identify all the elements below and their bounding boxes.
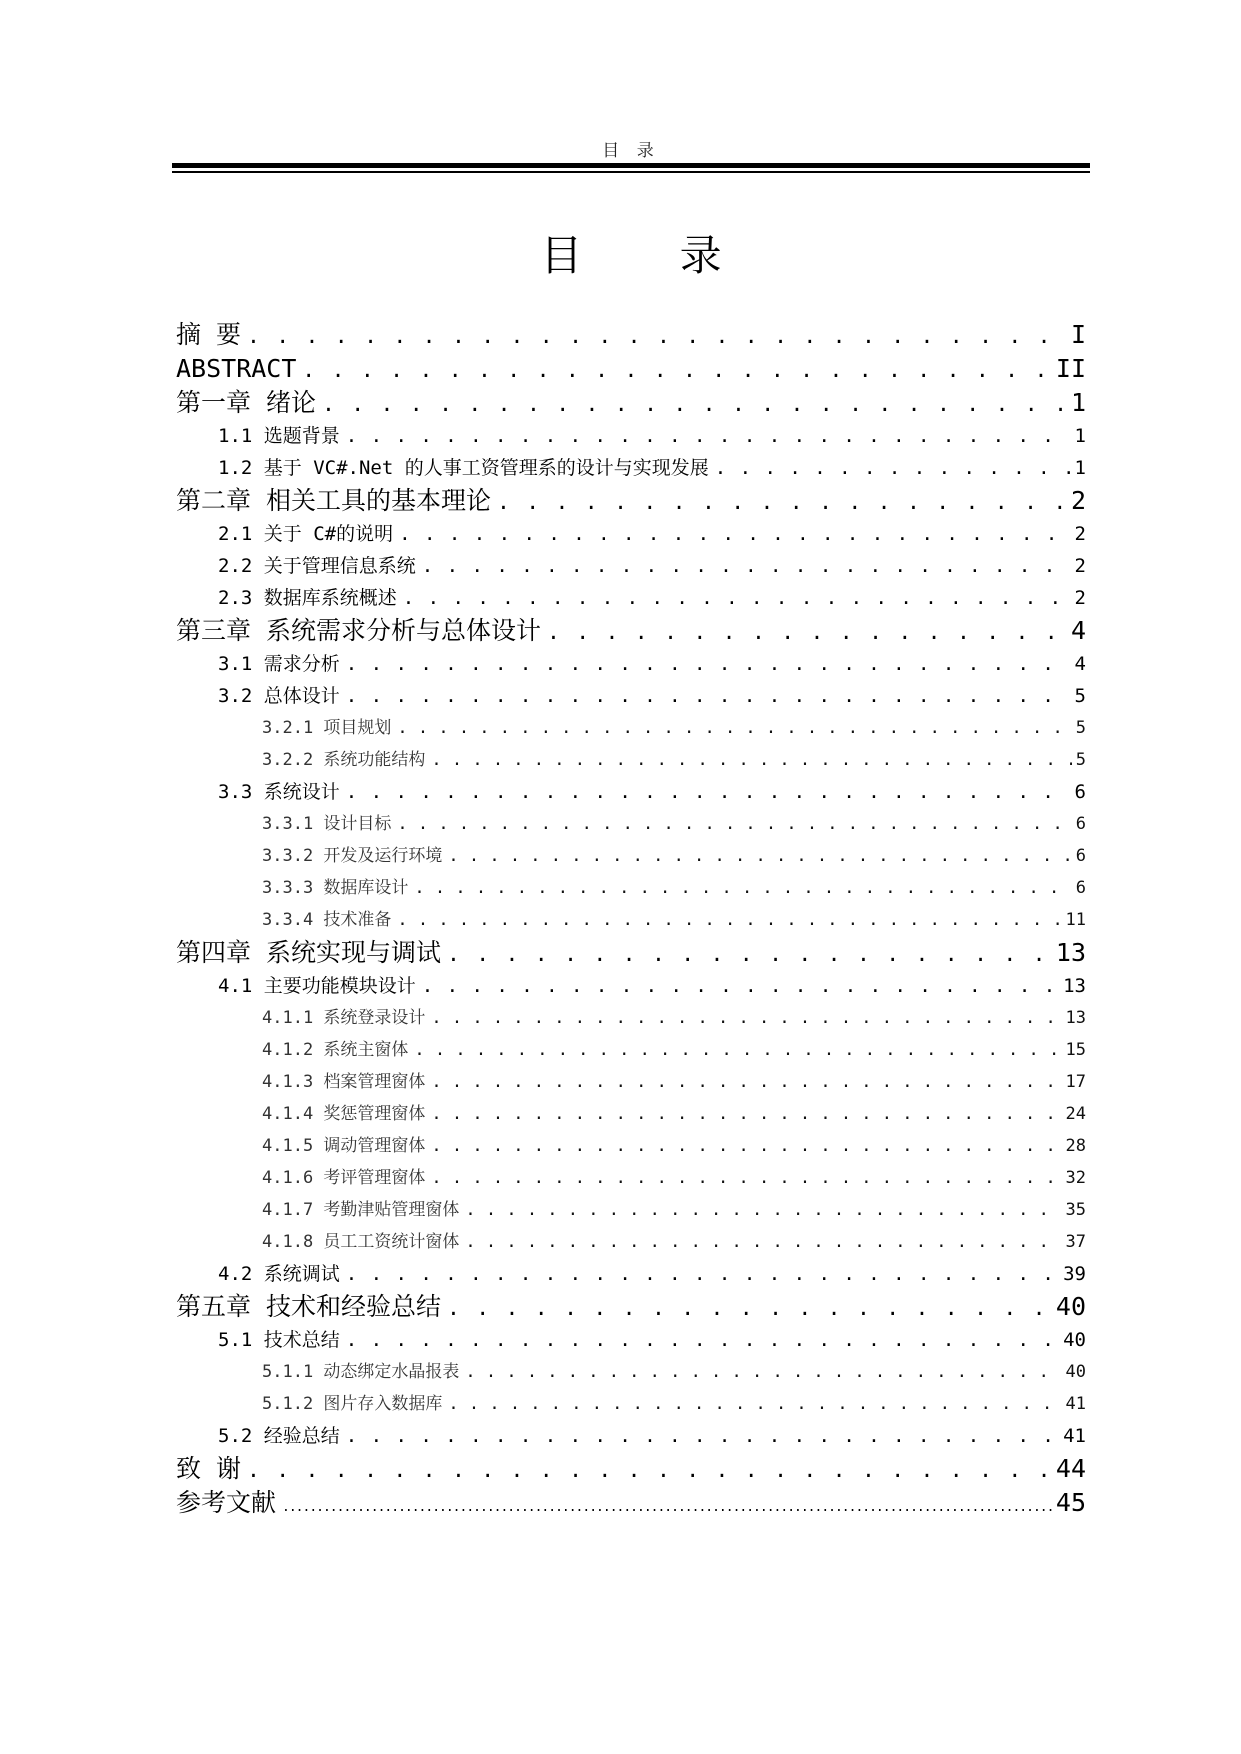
toc-entry-page-number: 5 bbox=[1075, 750, 1086, 770]
toc-dot-leader bbox=[414, 1034, 1061, 1066]
toc-entry-level3[interactable] bbox=[176, 808, 1086, 840]
toc-entry-level3[interactable] bbox=[176, 1194, 1086, 1226]
toc-entry-page-number: 17 bbox=[1065, 1072, 1086, 1092]
toc-dot-leader bbox=[346, 1258, 1059, 1290]
toc-entry-level2[interactable] bbox=[176, 776, 1086, 808]
toc-entry-page-number: 2 bbox=[1074, 555, 1086, 577]
toc-dot-leader bbox=[346, 680, 1071, 712]
header-rule-thin bbox=[172, 171, 1090, 173]
toc-entry-label: 4.1 主要功能模块设计 bbox=[218, 975, 416, 997]
toc-entry-level3[interactable] bbox=[176, 840, 1086, 872]
toc-entry-page-number: 2 bbox=[1074, 587, 1086, 609]
toc-entry-label: 参考文献 bbox=[176, 1488, 277, 1517]
toc-entry-page-number: 39 bbox=[1063, 1263, 1086, 1285]
toc-dot-leader bbox=[448, 1388, 1061, 1420]
toc-entry-level2[interactable] bbox=[176, 550, 1086, 582]
toc-entry-level3[interactable] bbox=[176, 1098, 1086, 1130]
toc-entry-page-number: I bbox=[1070, 320, 1086, 349]
toc-entry-level1[interactable] bbox=[176, 386, 1086, 420]
toc-entry-level2[interactable] bbox=[176, 1420, 1086, 1452]
toc-entry-page-number: 41 bbox=[1065, 1394, 1086, 1414]
toc-entry-label: 5.1 技术总结 bbox=[218, 1329, 340, 1351]
toc-dot-leader bbox=[431, 1098, 1061, 1130]
toc-entry-level1[interactable] bbox=[176, 352, 1086, 386]
toc-entry-label: 4.1.4 奖惩管理窗体 bbox=[262, 1104, 426, 1124]
toc-entry-page-number: 13 bbox=[1065, 1008, 1086, 1028]
toc-dot-leader bbox=[346, 776, 1071, 808]
toc-entry-label: 第五章 技术和经验总结 bbox=[176, 1292, 442, 1321]
toc-entry-level3[interactable] bbox=[176, 1388, 1086, 1420]
toc-dot-leader bbox=[302, 353, 1051, 387]
toc-entry-page-number: II bbox=[1055, 354, 1086, 383]
toc-entry-level1[interactable] bbox=[176, 1290, 1086, 1324]
toc-entry-label: 3.2 总体设计 bbox=[218, 685, 340, 707]
toc-entry-page-number: 6 bbox=[1074, 781, 1086, 803]
toc-entry-page-number: 5 bbox=[1074, 685, 1086, 707]
toc-entry-label: 4.1.3 档案管理窗体 bbox=[262, 1072, 426, 1092]
toc-entry-label: 3.2.2 系统功能结构 bbox=[262, 750, 426, 770]
toc-entry-page-number: 40 bbox=[1055, 1292, 1086, 1321]
toc-dot-leader bbox=[465, 1226, 1061, 1258]
toc-dot-leader bbox=[547, 615, 1067, 649]
toc-entry-level3[interactable] bbox=[176, 1356, 1086, 1388]
toc-entry-level2[interactable] bbox=[176, 582, 1086, 614]
toc-entry-label: 2.3 数据库系统概述 bbox=[218, 587, 397, 609]
toc-entry-label: 3.1 需求分析 bbox=[218, 653, 340, 675]
toc-entry-label: 4.1.7 考勤津贴管理窗体 bbox=[262, 1200, 460, 1220]
toc-entry-level3[interactable] bbox=[176, 1130, 1086, 1162]
toc-entry-page-number: 5 bbox=[1075, 718, 1086, 738]
table-of-contents bbox=[176, 318, 1086, 1520]
toc-entry-level1[interactable] bbox=[176, 614, 1086, 648]
toc-entry-level1[interactable] bbox=[176, 1452, 1086, 1486]
toc-entry-page-number: 4 bbox=[1070, 616, 1086, 645]
toc-dot-leader bbox=[431, 1130, 1061, 1162]
toc-entry-page-number: 40 bbox=[1065, 1362, 1086, 1382]
toc-dot-leader bbox=[247, 319, 1067, 353]
toc-dot-leader bbox=[431, 744, 1071, 776]
toc-entry-page-number: 13 bbox=[1055, 938, 1086, 967]
toc-entry-label: 3.3.4 技术准备 bbox=[262, 910, 392, 930]
toc-entry-label: 3.3.1 设计目标 bbox=[262, 814, 392, 834]
toc-entry-page-number: 1 bbox=[1074, 457, 1086, 479]
toc-dot-leader bbox=[346, 420, 1071, 452]
toc-entry-label: 4.2 系统调试 bbox=[218, 1263, 340, 1285]
toc-dot-leader bbox=[465, 1356, 1061, 1388]
toc-entry-page-number: 32 bbox=[1065, 1168, 1086, 1188]
toc-entry-page-number: 35 bbox=[1065, 1200, 1086, 1220]
toc-dot-leader bbox=[397, 904, 1061, 936]
toc-entry-label: 4.1.2 系统主窗体 bbox=[262, 1040, 409, 1060]
toc-entry-page-number: 45 bbox=[1055, 1488, 1086, 1517]
toc-entry-level2[interactable] bbox=[176, 420, 1086, 452]
toc-entry-label: 2.1 关于 C#的说明 bbox=[218, 523, 394, 545]
toc-entry-page-number: 6 bbox=[1075, 878, 1086, 898]
toc-dot-leader bbox=[322, 387, 1067, 421]
toc-dot-leader bbox=[465, 1194, 1061, 1226]
toc-dot-leader bbox=[346, 1324, 1059, 1356]
toc-entry-level2[interactable] bbox=[176, 1324, 1086, 1356]
toc-entry-label: 4.1.6 考评管理窗体 bbox=[262, 1168, 426, 1188]
toc-entry-label: 摘 要 bbox=[176, 320, 242, 349]
toc-dot-leader bbox=[447, 1291, 1052, 1325]
toc-entry-page-number: 6 bbox=[1075, 846, 1086, 866]
toc-entry-page-number: 2 bbox=[1070, 486, 1086, 515]
toc-entry-label: 1.1 选题背景 bbox=[218, 425, 340, 447]
toc-entry-page-number: 2 bbox=[1074, 523, 1086, 545]
toc-entry-label: 第四章 系统实现与调试 bbox=[176, 938, 442, 967]
toc-entry-level3[interactable] bbox=[176, 1066, 1086, 1098]
toc-entry-level3[interactable] bbox=[176, 1226, 1086, 1258]
toc-entry-page-number: 1 bbox=[1070, 388, 1086, 417]
toc-entry-page-number: 1 bbox=[1074, 425, 1086, 447]
toc-entry-level2[interactable] bbox=[176, 680, 1086, 712]
toc-entry-level3[interactable] bbox=[176, 1002, 1086, 1034]
toc-entry-label: 2.2 关于管理信息系统 bbox=[218, 555, 416, 577]
toc-dot-leader bbox=[447, 937, 1052, 971]
toc-entry-label: 5.1.2 图片存入数据库 bbox=[262, 1394, 443, 1414]
toc-dot-leader bbox=[397, 808, 1071, 840]
toc-dot-leader bbox=[414, 872, 1071, 904]
running-header: 目 录 bbox=[602, 141, 660, 161]
toc-entry-level3[interactable] bbox=[176, 904, 1086, 936]
toc-entry-page-number: 13 bbox=[1063, 975, 1086, 997]
toc-entry-page-number: 40 bbox=[1063, 1329, 1086, 1351]
toc-dot-leader bbox=[422, 970, 1059, 1002]
toc-entry-label: 致 谢 bbox=[176, 1454, 242, 1483]
toc-entry-label: 3.2.1 项目规划 bbox=[262, 718, 392, 738]
toc-entry-level1[interactable] bbox=[176, 936, 1086, 970]
toc-entry-label: 第二章 相关工具的基本理论 bbox=[176, 486, 492, 515]
toc-entry-page-number: 4 bbox=[1074, 653, 1086, 675]
toc-dot-leader bbox=[397, 712, 1071, 744]
toc-dot-leader bbox=[431, 1162, 1061, 1194]
toc-entry-level2[interactable] bbox=[176, 452, 1086, 484]
toc-entry-level3[interactable] bbox=[176, 712, 1086, 744]
toc-entry-label: 4.1.8 员工工资统计窗体 bbox=[262, 1232, 460, 1252]
toc-entry-level2[interactable] bbox=[176, 648, 1086, 680]
toc-entry-label: 3.3.3 数据库设计 bbox=[262, 878, 409, 898]
toc-dot-leader bbox=[399, 518, 1070, 550]
toc-entry-label: 5.2 经验总结 bbox=[218, 1425, 340, 1447]
toc-entry-level2[interactable] bbox=[176, 518, 1086, 550]
toc-entry-page-number: 15 bbox=[1065, 1040, 1086, 1060]
toc-entry-page-number: 37 bbox=[1065, 1232, 1086, 1252]
toc-entry-label: 5.1.1 动态绑定水晶报表 bbox=[262, 1362, 460, 1382]
toc-entry-page-number: 24 bbox=[1065, 1104, 1086, 1124]
toc-entry-label: 4.1.1 系统登录设计 bbox=[262, 1008, 426, 1028]
toc-dot-leader bbox=[431, 1002, 1061, 1034]
toc-entry-level3[interactable] bbox=[176, 872, 1086, 904]
toc-entry-level1[interactable] bbox=[176, 1486, 1086, 1520]
toc-dot-leader bbox=[346, 648, 1071, 680]
toc-entry-level2[interactable] bbox=[176, 1258, 1086, 1290]
toc-dot-leader bbox=[422, 550, 1071, 582]
toc-entry-page-number: 44 bbox=[1055, 1454, 1086, 1483]
toc-dot-leader bbox=[497, 485, 1067, 519]
toc-entry-label: 1.2 基于 VC#.Net 的人事工资管理系的设计与实现发展 bbox=[218, 457, 709, 479]
toc-dot-leader bbox=[403, 582, 1071, 614]
toc-entry-level3[interactable] bbox=[176, 1034, 1086, 1066]
toc-entry-level3[interactable] bbox=[176, 1162, 1086, 1194]
toc-entry-level1[interactable] bbox=[176, 318, 1086, 352]
page-title: 目 录 bbox=[540, 231, 764, 280]
toc-dot-leader bbox=[346, 1420, 1059, 1452]
toc-dot-leader bbox=[448, 840, 1071, 872]
toc-entry-page-number: 11 bbox=[1065, 910, 1086, 930]
toc-dot-leader bbox=[247, 1453, 1052, 1487]
toc-entry-page-number: 41 bbox=[1063, 1425, 1086, 1447]
toc-entry-label: 3.3.2 开发及运行环境 bbox=[262, 846, 443, 866]
toc-entry-label: 第三章 系统需求分析与总体设计 bbox=[176, 616, 542, 645]
toc-entry-label: ABSTRACT bbox=[176, 354, 297, 383]
toc-entry-label: 3.3 系统设计 bbox=[218, 781, 340, 803]
header-rule-thick bbox=[172, 163, 1090, 168]
toc-entry-label: 第一章 绪论 bbox=[176, 388, 317, 417]
toc-entry-page-number: 6 bbox=[1075, 814, 1086, 834]
toc-dot-leader bbox=[431, 1066, 1061, 1098]
toc-entry-label: 4.1.5 调动管理窗体 bbox=[262, 1136, 426, 1156]
toc-entry-level1[interactable] bbox=[176, 484, 1086, 518]
toc-entry-level3[interactable] bbox=[176, 744, 1086, 776]
toc-dot-leader bbox=[282, 1491, 1052, 1525]
toc-entry-level2[interactable] bbox=[176, 970, 1086, 1002]
toc-entry-page-number: 28 bbox=[1065, 1136, 1086, 1156]
toc-dot-leader bbox=[715, 452, 1071, 484]
